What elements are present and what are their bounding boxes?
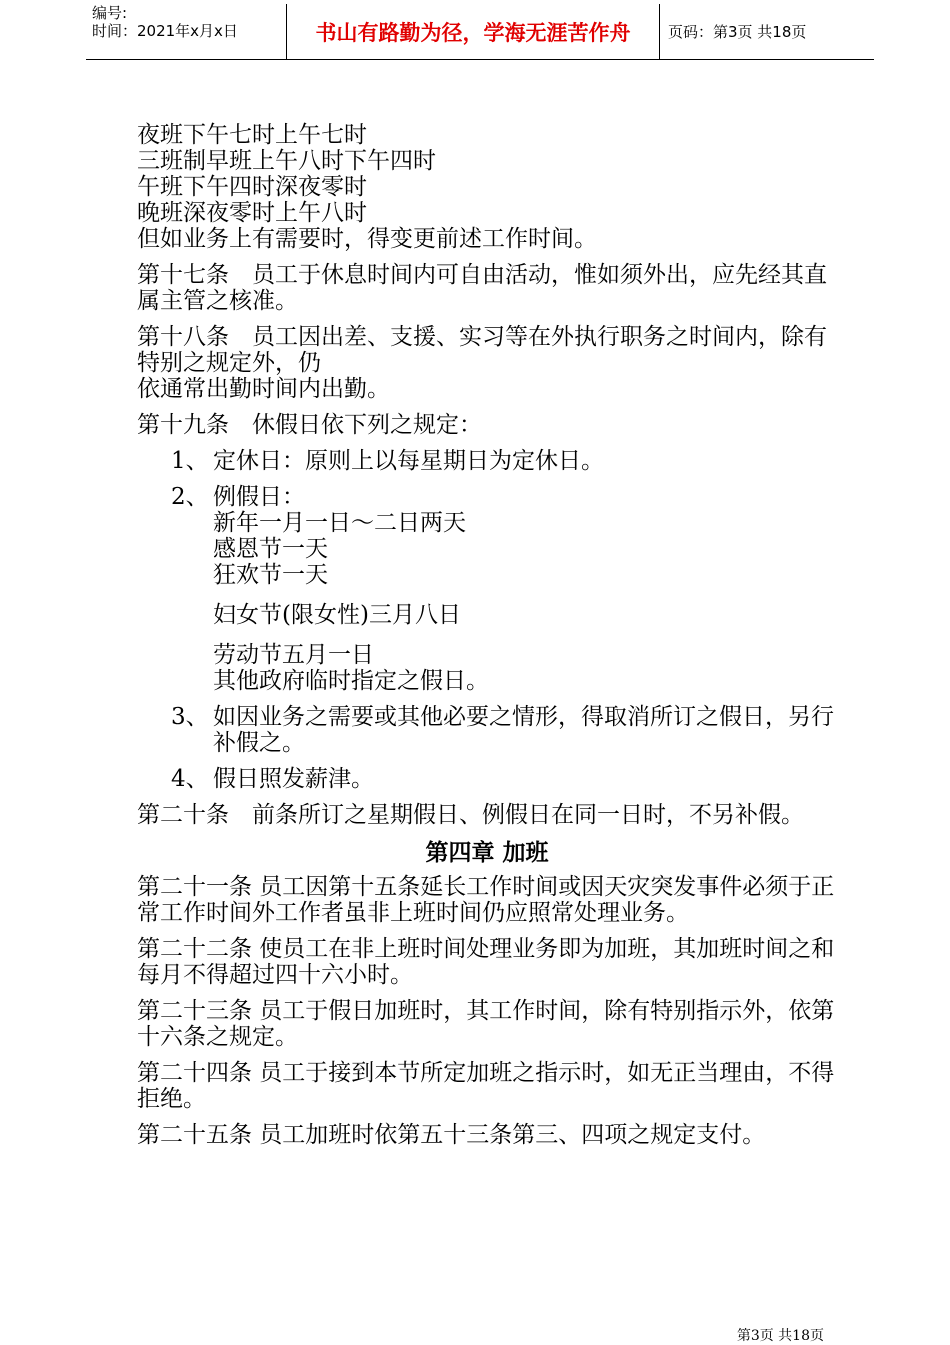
header-meta xyxy=(92,4,282,59)
article-19-title: 第十九条 休假日依下列之规定： xyxy=(137,412,482,438)
list-text: 如因业务之需要或其他必要之情形，得取消所订之假日，另行补假之。 xyxy=(213,704,834,756)
article-20: 第二十条 前条所订之星期假日、例假日在同一日时，不另补假。 xyxy=(137,802,804,828)
article-24: 第二十四条 员工于接到本节所定加班之指示时，如无正当理由，不得拒绝。 xyxy=(137,1060,835,1112)
holiday-line: 妇女节(限女性)三月八日 xyxy=(213,602,461,628)
list-text: 假日照发薪津。 xyxy=(213,766,374,792)
shift-line: 夜班下午七时上午七时 xyxy=(137,122,367,148)
list-number: 2、 xyxy=(171,484,209,510)
shift-line: 晚班深夜零时上午八时 xyxy=(137,200,367,226)
chapter-title: 第四章 加班 xyxy=(425,840,549,866)
list-item xyxy=(137,766,837,792)
list-item xyxy=(137,448,837,474)
article-18-line2: 依通常出勤时间内出勤。 xyxy=(137,376,390,402)
document-time-label: 时间：2021年x月x日 xyxy=(92,22,238,40)
article-25: 第二十五条 员工加班时依第五十三条第三、四项之规定支付。 xyxy=(137,1122,766,1148)
list-number: 4、 xyxy=(171,766,209,792)
header-motto: 书山有路勤为径，学海无涯苦作舟 xyxy=(286,4,660,59)
header-page-info: 页码：第3页 共18页 xyxy=(668,23,807,41)
document-body xyxy=(137,122,837,1148)
list-text: 定休日：原则上以每星期日为定休日。 xyxy=(213,448,604,474)
holiday-line: 其他政府临时指定之假日。 xyxy=(213,668,489,694)
holiday-block xyxy=(213,484,837,694)
holiday-line: 狂欢节一天 xyxy=(213,562,328,588)
list-text: 例假日： xyxy=(213,484,305,510)
article-23: 第二十三条 员工于假日加班时，其工作时间，除有特别指示外，依第十六条之规定。 xyxy=(137,998,835,1050)
article-22: 第二十二条 使员工在非上班时间处理业务即为加班，其加班时间之和每月不得超过四十六小时。 xyxy=(137,936,835,988)
shift-line: 午班下午四时深夜零时 xyxy=(137,174,367,200)
article-17: 第十七条 员工于休息时间内可自由活动，惟如须外出，应先经其直属主管之核准。 xyxy=(137,262,827,314)
document-number-label: 编号: xyxy=(92,4,128,22)
list-item xyxy=(137,484,837,694)
holiday-line: 感恩节一天 xyxy=(213,536,328,562)
page-header xyxy=(86,4,874,60)
holiday-line: 劳动节五月一日 xyxy=(213,642,374,668)
shift-line: 但如业务上有需要时，得变更前述工作时间。 xyxy=(137,226,597,252)
holiday-line: 新年一月一日～二日两天 xyxy=(213,510,466,536)
list-item xyxy=(137,704,837,756)
article-18-line1: 第十八条 员工因出差、支援、实习等在外执行职务之时间内，除有特别之规定外，仍 xyxy=(137,324,827,376)
list-number: 3、 xyxy=(171,704,209,730)
shift-line: 三班制早班上午八时下午四时 xyxy=(137,148,436,174)
page-footer: 第3页 共18页 xyxy=(736,1328,824,1344)
article-21: 第二十一条 员工因第十五条延长工作时间或因天灾突发事件必须于正常工作时间外工作者虽非上班时间仍应照常处理业务。 xyxy=(137,874,835,926)
list-number: 1、 xyxy=(171,448,209,474)
